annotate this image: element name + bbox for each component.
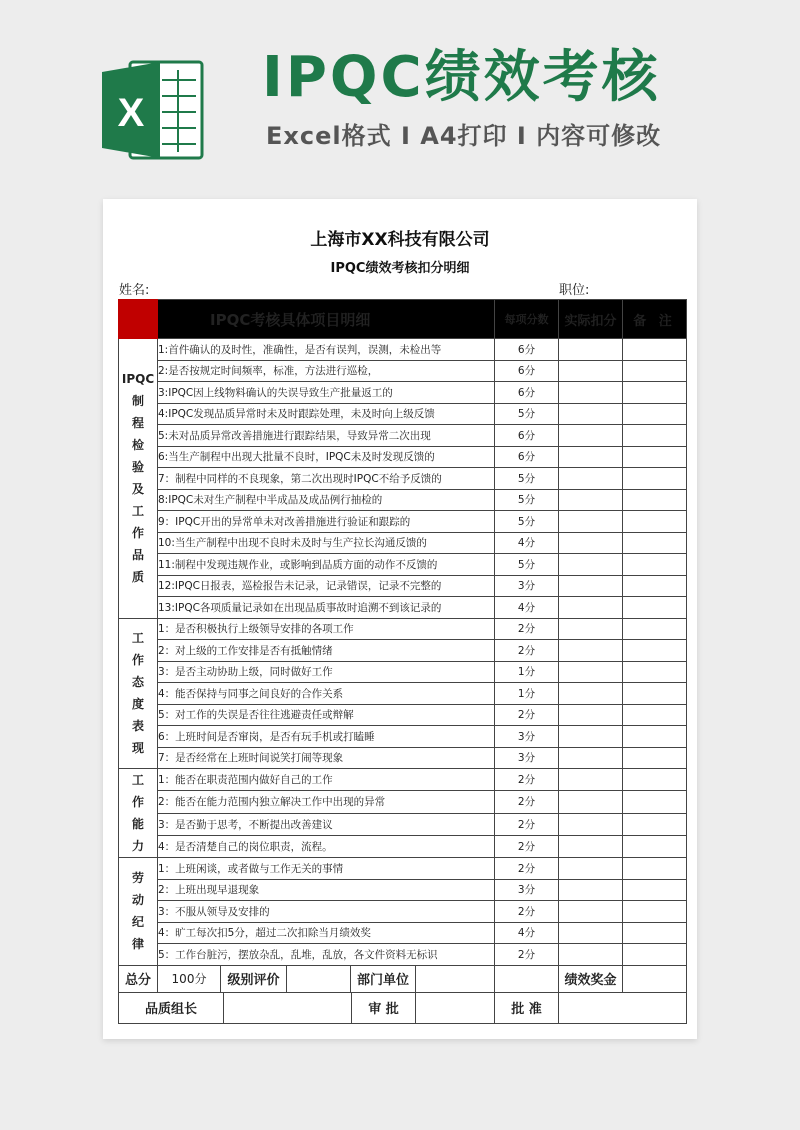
table-row [119,339,687,361]
item-score: 2分 [495,901,559,923]
table-row [119,747,687,769]
item-text: 4：是否清楚自己的岗位职责，流程。 [158,835,495,857]
category-char: 程 [131,416,144,431]
item-score: 2分 [495,858,559,880]
table-row [119,511,687,533]
table-row [119,446,687,468]
item-score: 3分 [495,575,559,597]
summary-mid [158,965,495,992]
remarks-cell[interactable] [623,554,687,576]
item-score: 1分 [495,661,559,683]
item-score: 2分 [495,618,559,640]
remarks-cell[interactable] [623,901,687,923]
sheet-subheading: IPQC绩效考核扣分明细 [330,261,470,276]
item-text: 2：上班出现早退现象 [158,879,495,901]
table-row [119,618,687,640]
item-score: 2分 [495,944,559,966]
grade-value[interactable] [287,966,351,992]
actual-deduction-cell[interactable] [559,339,623,361]
item-text: 3:IPQC因上线物料确认的失误导致生产批量返工的 [158,382,495,404]
category-char: 工 [131,773,144,787]
category-char: 工 [131,631,144,646]
item-text: 2：对上级的工作安排是否有抵触情绪 [158,640,495,662]
item-score: 2分 [495,640,559,662]
table-header-row [119,300,687,339]
approve-label: 批 准 [495,992,559,1023]
evaluation-table [118,299,687,1024]
review-sign[interactable] [416,993,494,1023]
remarks-cell[interactable] [623,726,687,748]
remarks-cell[interactable] [623,683,687,705]
actual-deduction-cell[interactable] [559,704,623,726]
item-score: 6分 [495,425,559,447]
actual-deduction-cell[interactable] [559,360,623,382]
category-char: 工 [131,504,144,519]
item-text: 6：上班时间是否窜岗，是否有玩手机或打瞌睡 [158,726,495,748]
category-char: 度 [131,697,144,712]
item-score: 2分 [495,835,559,857]
item-score: 4分 [495,597,559,619]
actual-deduction-cell[interactable] [559,446,623,468]
dept-value[interactable] [416,966,494,992]
banner-subtitle: Excel格式 I A4打印 I 内容可修改 [266,122,662,150]
item-score: 2分 [495,769,559,791]
bonus-label: 绩效奖金 [559,965,623,992]
remarks-cell[interactable] [623,704,687,726]
table-row [119,575,687,597]
remarks-cell[interactable] [623,403,687,425]
table-row [119,640,687,662]
table-row [119,879,687,901]
actual-deduction-cell[interactable] [559,944,623,966]
actual-deduction-cell[interactable] [559,922,623,944]
excel-icon-letter: X [117,91,145,135]
actual-deduction-cell[interactable] [559,901,623,923]
item-score: 2分 [495,791,559,813]
item-text: 10:当生产制程中出现不良时未及时与生产拉长沟通反馈的 [158,532,495,554]
header-red-cell [119,300,158,339]
category-char: 品 [131,548,144,563]
category-label [119,339,158,619]
dept-value-ext[interactable] [495,965,559,992]
remarks-cell[interactable] [623,791,687,813]
remarks-cell[interactable] [623,425,687,447]
actual-deduction-cell[interactable] [559,769,623,791]
actual-deduction-cell[interactable] [559,858,623,880]
item-text: 1：是否积极执行上级领导安排的各项工作 [158,618,495,640]
dept-label: 部门单位 [351,966,416,992]
item-text: 11:制程中发现违规作业，或影响到品质方面的动作不反馈的 [158,554,495,576]
table-row [119,791,687,813]
remarks-cell[interactable] [623,813,687,835]
category-char: 态 [131,675,144,690]
table-row [119,944,687,966]
item-text: 3：不服从领导及安排的 [158,901,495,923]
category-char: 验 [131,460,144,475]
item-text: 1：能否在职责范围内做好自己的工作 [158,769,495,791]
remarks-cell[interactable] [623,769,687,791]
remarks-cell[interactable] [623,446,687,468]
item-score: 4分 [495,922,559,944]
remarks-cell[interactable] [623,922,687,944]
actual-deduction-cell[interactable] [559,382,623,404]
table-row [119,683,687,705]
item-text: 1:首件确认的及时性，准确性，是否有误判，误测，未检出等 [158,339,495,361]
category-char: 检 [131,438,144,453]
table-row [119,922,687,944]
actual-deduction-cell[interactable] [559,575,623,597]
item-score: 5分 [495,489,559,511]
actual-deduction-cell[interactable] [559,554,623,576]
item-text: 5:未对品质异常改善措施进行跟踪结果，导致异常二次出现 [158,425,495,447]
item-score: 3分 [495,726,559,748]
item-text: 3：是否主动协助上级，同时做好工作 [158,661,495,683]
actual-deduction-cell[interactable] [559,747,623,769]
item-score: 6分 [495,382,559,404]
remarks-cell[interactable] [623,618,687,640]
remarks-cell[interactable] [623,532,687,554]
item-text: 5：对工作的失误是否往往逃避责任或辩解 [158,704,495,726]
remarks-cell[interactable] [623,661,687,683]
actual-deduction-cell[interactable] [559,532,623,554]
item-text: 12:IPQC日报表，巡检报告未记录，记录错误，记录不完整的 [158,575,495,597]
item-text: 4:IPQC发现品质异常时未及时跟踪处理，未及时向上级反馈 [158,403,495,425]
item-score: 2分 [495,813,559,835]
remarks-cell[interactable] [623,597,687,619]
item-rows [119,339,687,966]
item-score: 5分 [495,511,559,533]
item-score: 4分 [495,532,559,554]
category-char: 质 [131,570,144,585]
actual-deduction-cell[interactable] [559,511,623,533]
spreadsheet-page [103,199,697,1039]
item-text: 4：旷工每次扣5分，超过二次扣除当月绩效奖 [158,922,495,944]
category-label [119,618,158,769]
category-char: 能 [131,817,144,831]
company-name: 上海市XX科技有限公司 [310,230,490,250]
actual-deduction-cell[interactable] [559,661,623,683]
remarks-cell[interactable] [623,640,687,662]
actual-deduction-cell[interactable] [559,597,623,619]
approve-sign[interactable] [559,992,687,1023]
item-text: 9：IPQC开出的异常单未对改善措施进行验证和跟踪的 [158,511,495,533]
signoff-row [119,992,687,1023]
item-text: 1：上班闲谈，或者做与工作无关的事情 [158,858,495,880]
category-char: 动 [131,893,144,908]
table-row [119,858,687,880]
table-row [119,704,687,726]
table-row [119,813,687,835]
item-text: 7：制程中同样的不良现象，第二次出现时IPQC不给予反馈的 [158,468,495,490]
category-label [119,769,158,858]
item-text: 7：是否经常在上班时间说笑打闹等现象 [158,747,495,769]
category-char: IPQC [121,372,155,387]
item-text: 5：工作台脏污，摆放杂乱，乱堆，乱放，各文件资料无标识 [158,944,495,966]
item-score: 5分 [495,403,559,425]
actual-deduction-cell[interactable] [559,618,623,640]
item-text: 6:当生产制程中出现大批量不良时，IPQC未及时发现反馈的 [158,446,495,468]
table-row [119,382,687,404]
qa-lead-label: 品质组长 [119,993,224,1023]
name-label: 姓名: [119,283,150,298]
item-text: 8:IPQC未对生产制程中半成品及成品例行抽检的 [158,489,495,511]
table-row [119,554,687,576]
banner-title: IPQC绩效考核 [262,45,661,110]
position-label: 职位: [559,283,590,298]
table-row [119,597,687,619]
remarks-cell[interactable] [623,511,687,533]
remarks-cell[interactable] [623,747,687,769]
grade-label: 级别评价 [221,966,287,992]
remarks-cell[interactable] [623,944,687,966]
item-score: 6分 [495,446,559,468]
actual-deduction-cell[interactable] [559,726,623,748]
category-char: 现 [131,741,144,756]
actual-deduction-cell[interactable] [559,879,623,901]
table-row [119,726,687,748]
table-row [119,403,687,425]
header-score-per-item: 每项分数 [495,300,559,339]
remarks-cell[interactable] [623,382,687,404]
category-char: 表 [131,719,144,734]
remarks-cell[interactable] [623,835,687,857]
actual-deduction-cell[interactable] [559,468,623,490]
qa-lead-sign[interactable] [224,993,352,1023]
category-char: 纪 [131,915,144,930]
actual-deduction-cell[interactable] [559,640,623,662]
remarks-cell[interactable] [623,858,687,880]
table-row [119,360,687,382]
actual-deduction-cell[interactable] [559,791,623,813]
category-char: 制 [131,394,144,409]
remarks-cell[interactable] [623,360,687,382]
item-score: 6分 [495,360,559,382]
remarks-cell[interactable] [623,468,687,490]
item-score: 5分 [495,554,559,576]
category-char: 及 [131,482,144,497]
actual-deduction-cell[interactable] [559,683,623,705]
table-row [119,769,687,791]
category-char: 力 [131,839,144,853]
review-label: 审 批 [352,993,416,1023]
header-remarks: 备 注 [623,300,687,339]
table-row [119,532,687,554]
item-score: 6分 [495,339,559,361]
remarks-cell[interactable] [623,489,687,511]
table-row [119,901,687,923]
table-row [119,425,687,447]
category-char: 劳 [131,871,144,886]
item-text: 2：能否在能力范围内独立解决工作中出现的异常 [158,791,495,813]
actual-deduction-cell[interactable] [559,489,623,511]
item-score: 2分 [495,704,559,726]
category-char: 作 [131,526,144,541]
item-text: 13:IPQC各项质量记录如在出现品质事故时追溯不到该记录的 [158,597,495,619]
remarks-cell[interactable] [623,879,687,901]
category-char: 作 [131,795,144,809]
summary-row [119,965,687,992]
header-actual-deduction: 实际扣分 [559,300,623,339]
total-label: 总分 [119,965,158,992]
table-row [119,835,687,857]
item-score: 5分 [495,468,559,490]
signoff-left [119,992,495,1023]
item-text: 3：是否勤于思考，不断提出改善建议 [158,813,495,835]
bonus-value[interactable] [623,965,687,992]
item-score: 3分 [495,879,559,901]
remarks-cell[interactable] [623,339,687,361]
excel-icon [100,56,208,164]
item-text: 4：能否保持与同事之间良好的合作关系 [158,683,495,705]
category-label [119,858,158,966]
promo-banner [0,0,800,200]
actual-deduction-cell[interactable] [559,425,623,447]
remarks-cell[interactable] [623,575,687,597]
item-score: 1分 [495,683,559,705]
actual-deduction-cell[interactable] [559,813,623,835]
actual-deduction-cell[interactable] [559,835,623,857]
table-row [119,468,687,490]
table-row [119,661,687,683]
item-score: 3分 [495,747,559,769]
category-char: 律 [131,937,144,952]
item-text: 2:是否按规定时间频率，标准，方法进行巡检， [158,360,495,382]
table-row [119,489,687,511]
total-value: 100分 [158,966,221,992]
actual-deduction-cell[interactable] [559,403,623,425]
header-title: IPQC考核具体项目明细 [158,300,495,339]
category-char: 作 [131,653,144,668]
